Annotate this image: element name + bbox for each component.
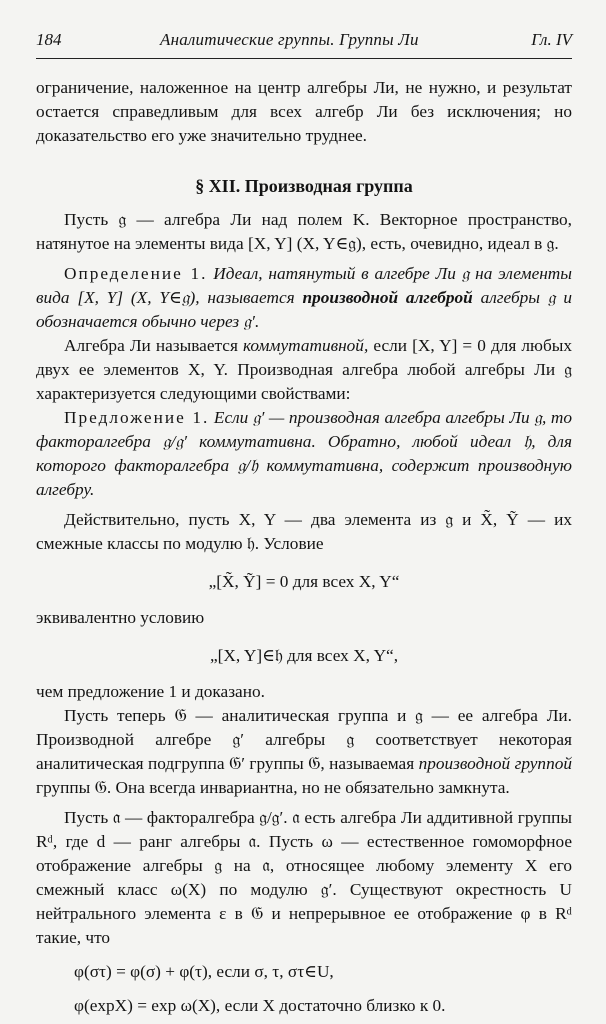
paragraph-factor-algebra: Пусть 𝔞 — факторалгебра 𝔤/𝔤′. 𝔞 есть алгебра Ли аддитивной группы Rᵈ, где d — ранг алгебры 𝔞. Пусть ω — естественное гомоморфное отображение алгебры 𝔤 на 𝔞, относящее любому элементу X его смежный класс ω(X) по модулю 𝔤′. Существуют окрестность U нейтрального элемента ε в 𝔊 и непрерывное ее отображение φ в Rᵈ такие, что: [36, 808, 572, 947]
paragraph-continuation: ограничение, наложенное на центр алгебры Ли, не нужно, и результат остается справедливым для всех алгебр Ли без исключения; но доказательство его уже значительно труднее.: [36, 78, 572, 145]
derived-group-text-b: группы 𝔊. Она всегда инвариантна, но не обязательно замкнута.: [36, 778, 510, 797]
formula-exp: φ(expX) = exp ω(X), если X достаточно близко к 0.: [74, 996, 446, 1015]
proposition-text: Если 𝔤′ — производная алгебра алгебры Ли 𝔤, то факторалгебра 𝔤/𝔤′ коммутативна. Обратно, любой идеал 𝔥, для которого факторалгебра 𝔤/𝔥 коммутативна, содержит производную алгебру.: [36, 408, 572, 499]
formula-condition-2: „[X, Y]∈𝔥 для всех X, Y“,: [209, 646, 399, 665]
formula-homomorphism: φ(στ) = φ(σ) + φ(τ), если σ, τ, στ∈U,: [74, 962, 334, 981]
definition-label: Определение 1.: [64, 264, 208, 283]
commutative-text-a: Алгебра Ли называется: [64, 336, 238, 355]
definition-1: [36, 262, 572, 334]
derived-group-term: производной группой: [418, 754, 572, 773]
page-number: 184: [36, 30, 62, 49]
derived-group-text-a: Пусть теперь 𝔊 — аналитическая группа и 𝔤 — ее алгебра Ли. Производной алгебре 𝔤′ алгебры 𝔤 соответствует некоторая аналитическая подгруппа 𝔊′ группы 𝔊, называемая: [36, 706, 572, 773]
paragraph-equivalent: эквивалентно условию: [36, 608, 205, 627]
section-heading: § XII. Производная группа: [195, 176, 413, 196]
paragraph-derived-group: [36, 704, 572, 800]
proposition-label: Предложение 1.: [64, 408, 210, 427]
paragraph-proof: Действительно, пусть X, Y — два элемента из 𝔤 и X̃, Ỹ — их смежные классы по модулю 𝔥. Условие: [36, 510, 572, 553]
page-body: [36, 76, 572, 1024]
formula-condition-1: „[X̃, Ỹ] = 0 для всех X, Y“: [208, 572, 400, 591]
commutative-text-b: если [X, Y] = 0 для любых двух ее элементов X, Y. Производная алгебра любой алгебры Ли 𝔤 характеризуется следующими свойствами:: [36, 336, 573, 403]
paragraph-commutative: [36, 334, 572, 406]
running-title: Аналитические группы. Группы Ли: [160, 30, 419, 49]
running-header: [36, 30, 572, 54]
header-rule: [36, 58, 572, 59]
paragraph-proved: чем предложение 1 и доказано.: [36, 682, 265, 701]
proposition-1: [36, 406, 572, 502]
definition-term: производной алгеброй: [302, 288, 473, 307]
definition-text-2: алгебры 𝔤 и обозначается обычно через 𝔤′.: [36, 288, 572, 331]
commutative-term: коммутативной,: [243, 336, 369, 355]
chapter-label: Гл. IV: [531, 30, 572, 49]
definition-text-1: Идеал, натянутый в алгебре Ли 𝔤 на элементы вида [X, Y] (X, Y∈𝔤), называется: [36, 264, 572, 307]
paragraph-intro: Пусть 𝔤 — алгебра Ли над полем K. Векторное пространство, натянутое на элементы вида [X, Y] (X, Y∈𝔤), есть, очевидно, идеал в 𝔤.: [36, 210, 572, 253]
